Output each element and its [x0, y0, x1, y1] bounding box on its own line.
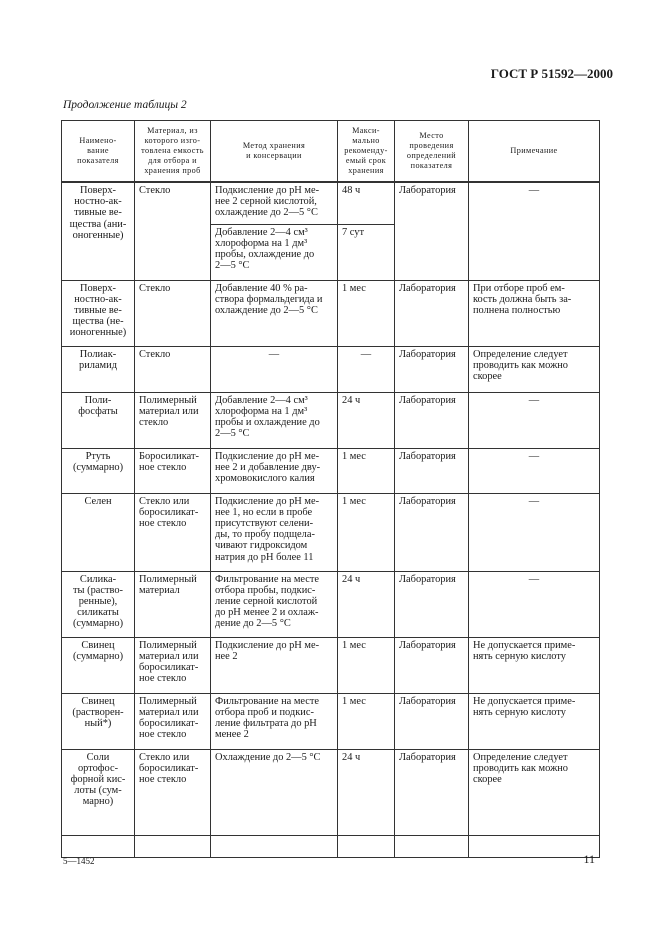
indicator-name: Селен: [62, 493, 135, 571]
table-row: [62, 493, 600, 571]
container-material: Стекло или боросиликат- ное стекло: [135, 493, 211, 571]
indicator-name: Свинец (суммарно): [62, 637, 135, 693]
page-number: 11: [583, 852, 595, 866]
container-material: Стекло: [135, 182, 211, 280]
storage-term: 24 ч: [338, 749, 395, 835]
col-header-indicator: Наимено- вание показателя: [62, 121, 135, 183]
note: —: [469, 448, 600, 493]
storage-term: 1 мес: [338, 637, 395, 693]
analysis-place: Лаборатория: [395, 280, 469, 346]
storage-method: Фильтрование на месте отбора проб и подкис- ление фильтрата до pH менее 2: [211, 693, 338, 749]
storage-term: 48 ч: [338, 182, 395, 224]
storage-term: 1 мес: [338, 448, 395, 493]
table-continuation-caption: Продолжение таблицы 2: [63, 99, 187, 111]
analysis-place: Лаборатория: [395, 392, 469, 448]
analysis-place: Лаборатория: [395, 571, 469, 637]
container-material: Полимерный материал: [135, 571, 211, 637]
table-row-empty: [62, 835, 600, 857]
indicator-name: Поли- фосфаты: [62, 392, 135, 448]
container-material: Стекло или боросиликат- ное стекло: [135, 749, 211, 835]
table-row: [62, 749, 600, 835]
table-row: [62, 637, 600, 693]
standard-number: ГОСТ Р 51592—2000: [490, 66, 613, 81]
note: —: [469, 182, 600, 280]
storage-method: Охлаждение до 2—5 °С: [211, 749, 338, 835]
container-material: Полимерный материал или боросиликат- ное стекло: [135, 637, 211, 693]
table-header-row: [62, 121, 600, 183]
col-header-method: Метод хранения и консервации: [211, 121, 338, 183]
storage-term: —: [338, 346, 395, 392]
table-row: [62, 346, 600, 392]
indicator-name: Поверх- ностно-ак- тивные ве- щества (не- ионогенные): [62, 280, 135, 346]
col-header-material: Материал, из которого изго- товлена емкость для отбора и хранения проб: [135, 121, 211, 183]
note: —: [469, 571, 600, 637]
indicator-name: Полиак- риламид: [62, 346, 135, 392]
container-material: Полимерный материал или стекло: [135, 392, 211, 448]
storage-term: 1 мес: [338, 693, 395, 749]
indicator-name: Ртуть (суммарно): [62, 448, 135, 493]
storage-table: [61, 120, 600, 858]
note: Не допускается приме- нять серную кислоту: [469, 693, 600, 749]
table-row: [62, 392, 600, 448]
storage-method: —: [211, 346, 338, 392]
table-row: [62, 693, 600, 749]
analysis-place: Лаборатория: [395, 182, 469, 280]
note: Не допускается приме- нять серную кислоту: [469, 637, 600, 693]
container-material: Стекло: [135, 346, 211, 392]
storage-method: Подкисление до pH ме- нее 1, но если в пробе присутствуют селени- ды, то пробу подщела- чивают гидроксидом натрия до pH более 11: [211, 493, 338, 571]
col-header-place: Место проведения определений показателя: [395, 121, 469, 183]
table-row: [62, 182, 600, 224]
storage-term-alt: 7 сут: [338, 224, 395, 280]
indicator-name: Свинец (растворен- ный*): [62, 693, 135, 749]
storage-method-alt: Добавление 2—4 см³ хлороформа на 1 дм³ пробы, охлаждение до 2—5 °С: [211, 224, 338, 280]
analysis-place: Лаборатория: [395, 749, 469, 835]
storage-method: Подкисление до pH ме- нее 2 и добавление дву- хромовокислого калия: [211, 448, 338, 493]
storage-term: 1 мес: [338, 280, 395, 346]
storage-method: Добавление 2—4 см³ хлороформа на 1 дм³ пробы и охлаждение до 2—5 °С: [211, 392, 338, 448]
note: —: [469, 392, 600, 448]
analysis-place: Лаборатория: [395, 637, 469, 693]
analysis-place: Лаборатория: [395, 448, 469, 493]
storage-term: 1 мес: [338, 493, 395, 571]
container-material: Боросиликат- ное стекло: [135, 448, 211, 493]
container-material: Полимерный материал или боросиликат- ное стекло: [135, 693, 211, 749]
container-material: Стекло: [135, 280, 211, 346]
analysis-place: Лаборатория: [395, 346, 469, 392]
storage-term: 24 ч: [338, 571, 395, 637]
indicator-name: Соли ортофос- форной кис- лоты (сум- марно): [62, 749, 135, 835]
indicator-name: Силика- ты (раство- ренные), силикаты (суммарно): [62, 571, 135, 637]
storage-method: Добавление 40 % ра- створа формальдегида и охлаждение до 2—5 °С: [211, 280, 338, 346]
note: При отборе проб ем- кость должна быть за- полнена полностью: [469, 280, 600, 346]
col-header-term: Макси- мально рекоменду- емый срок хранения: [338, 121, 395, 183]
col-header-note: Примечание: [469, 121, 600, 183]
note: Определение следует проводить как можно скорее: [469, 346, 600, 392]
storage-method: Подкисление до pH ме- нее 2 серной кислотой, охлаждение до 2—5 °С: [211, 182, 338, 224]
table-row: [62, 448, 600, 493]
table-row: [62, 280, 600, 346]
print-code: 5—1452: [63, 856, 95, 866]
analysis-place: Лаборатория: [395, 493, 469, 571]
indicator-name: Поверх- ностно-ак- тивные ве- щества (ани- оногенные): [62, 182, 135, 280]
table-row: [62, 571, 600, 637]
storage-term: 24 ч: [338, 392, 395, 448]
analysis-place: Лаборатория: [395, 693, 469, 749]
note: —: [469, 493, 600, 571]
storage-method: Подкисление до pH ме- нее 2: [211, 637, 338, 693]
note: Определение следует проводить как можно скорее: [469, 749, 600, 835]
storage-method: Фильтрование на месте отбора пробы, подкис- ление серной кислотой до pH менее 2 и охлаж- дение до 2—5 °С: [211, 571, 338, 637]
